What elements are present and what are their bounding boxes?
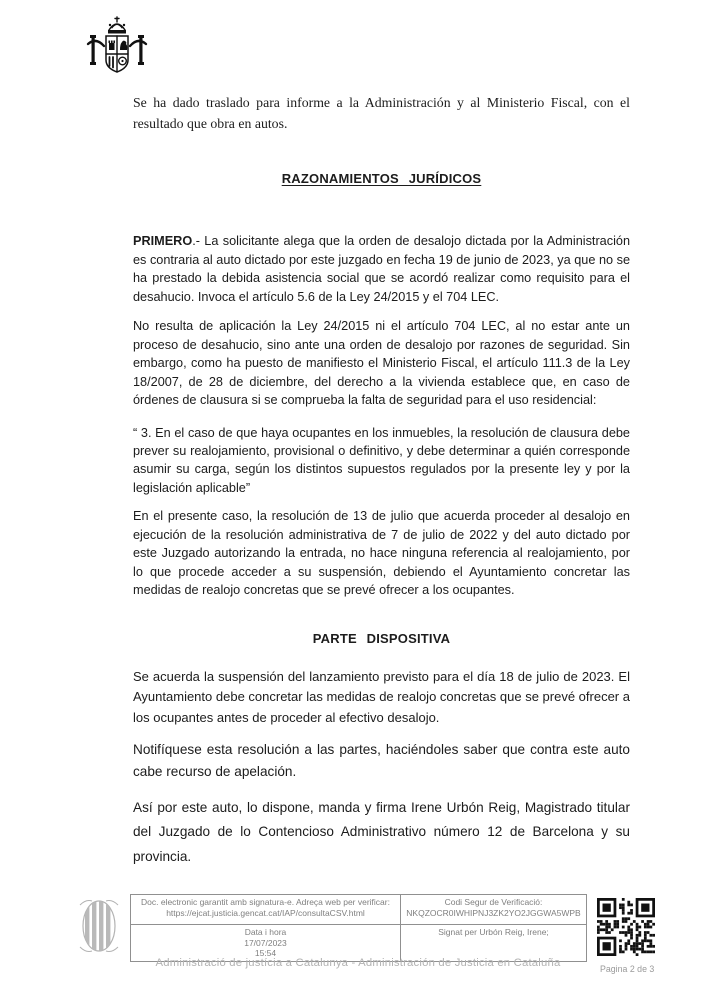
csv-label: Codi Segur de Verificació: — [444, 897, 543, 907]
time-value: 15:54 — [254, 948, 277, 958]
qr-code — [597, 898, 655, 956]
paragraph-acuerda-suspension: Se acuerda la suspensión del lanzamiento previsto para el día 18 de julio de 2023. El Ayuntamiento debe concretar las medidas de realojo concretas que se prevé ofrecer a los ocupantes antes de proceder al efectivo desalojo. — [133, 669, 630, 725]
paragraph-notifiquese: Notifíquese esta resolución a las partes, haciéndoles saber que contra este auto cabe recurso de apelación. — [133, 742, 630, 779]
administration-footer-line: Administració de justícia a Catalunya - Administración de Justicia en Cataluña — [155, 957, 561, 969]
page-indicator: Pagina 2 de 3 — [600, 964, 655, 974]
signed-by-cell — [401, 925, 587, 962]
intro-paragraph: Se ha dado traslado para informe a la Administración y al Ministerio Fiscal, con el resultado que obra en autos. — [133, 95, 630, 131]
signature-table-row-2 — [131, 925, 587, 962]
qr-code-svg — [597, 898, 655, 956]
datetime-cell — [131, 925, 401, 962]
doc-guarantee-text: Doc. electronic garantit amb signatura-e. Adreça web per verificar: — [141, 897, 390, 907]
primero-text: .- La solicitante alega que la orden de desalojo dictada por la Administración es contraria al auto dictado por este juzgado en fecha 19 de junio de 2023, ya que no se ha prestado la debida asistencia social que se acordó realizar como requisito para el desahucio. Invoca el artículo 5.6 de la Ley 24/2015 y el 704 LEC. — [133, 234, 630, 304]
datetime-label: Data i hora — [244, 927, 287, 937]
csv-value: NKQZOCR0IWHIPNJ3ZK2YO2JGGWA5WPB — [406, 907, 581, 918]
primero-label: PRIMERO — [133, 234, 193, 248]
signed-by-text: Signat per Urbón Reig, Irene; — [438, 927, 549, 937]
section-heading-razonamientos-text: RAZONAMIENTOS JURÍDICOS — [281, 171, 482, 186]
paragraph-presente-caso: En el presente caso, la resolución de 13 de julio que acuerda proceder al desalojo en ejecución de la resolución administrativa de 7 de julio de 2022 y del auto dictado por este Juzgado autorizando la entrada, no hace ninguna referencia al realojamiento, por lo que procede acceder a su suspensión, debiendo el Ayuntamiento concretar las medidas de realojo concretas que se prevé ofrecer a los ocupantes. — [133, 509, 630, 598]
verification-url: https://ejcat.justicia.gencat.cat/IAP/consultaCSV.html — [166, 907, 365, 918]
doc-guarantee-cell — [131, 895, 401, 925]
date-value: 17/07/2023 — [244, 937, 287, 948]
catalonia-justice-seal — [78, 895, 120, 957]
section-heading-razonamientos — [133, 171, 630, 186]
paragraph-firma: Así por este auto, lo dispone, manda y firma Irene Urbón Reig, Magistrado titular del Juzgado de lo Contencioso Administrativo número 12 de Barcelona y su provincia. — [133, 800, 630, 864]
paragraph-law-quote: “ 3. En el caso de que haya ocupantes en los inmuebles, la resolución de clausura debe prever su realojamiento, provisional o definitivo, y debe determinar a quién corresponde asumir su carga, según los distintos supuestos regulados por la presente ley y por la legislación aplicable” — [133, 426, 630, 495]
csv-cell — [401, 895, 587, 925]
spain-coat-of-arms-logo — [86, 13, 148, 79]
signature-table — [130, 894, 587, 962]
paragraph-no-resulta: No resulta de aplicación la Ley 24/2015 ni el artículo 704 LEC, al no estar ante un proceso de desahucio, sino ante una orden de desalojo por razones de seguridad. Sin embargo, como ha puesto de manifiesto el Ministerio Fiscal, el artículo 111.3 de la Ley 18/2007, de 28 de diciembre, del derecho a la vivienda establece que, en caso de órdenes de clausura si se comprueba la falta de seguridad para el uso residencial: — [133, 319, 630, 408]
paragraph-primero — [133, 232, 630, 306]
signature-table-row-1 — [131, 895, 587, 925]
section-heading-parte-dispositiva: PARTE DISPOSITIVA — [312, 631, 451, 646]
